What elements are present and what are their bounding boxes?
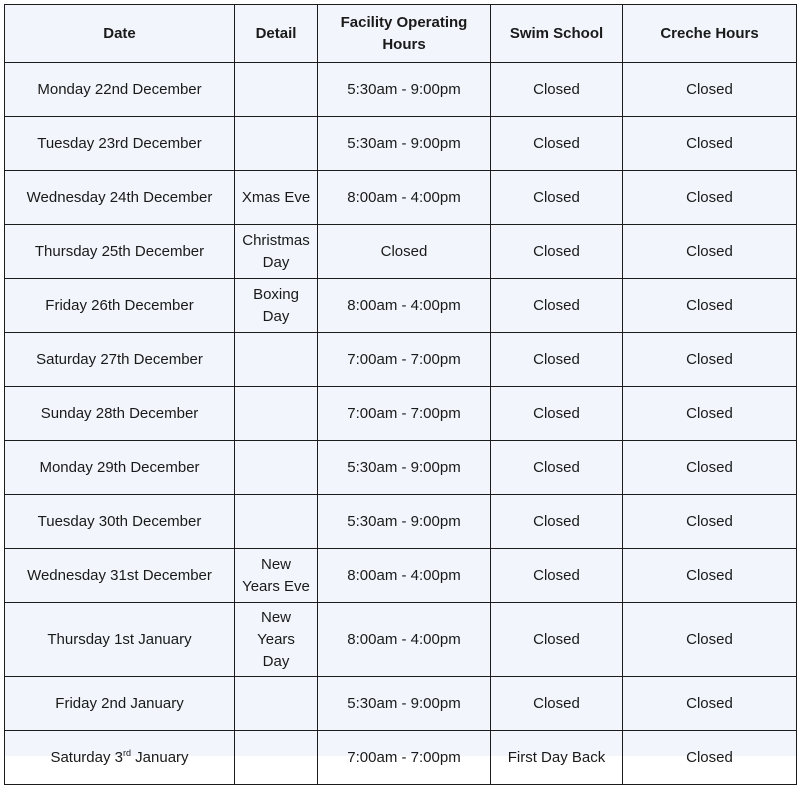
cell-date: Thursday 25th December [5,225,235,279]
cell-creche-hours: Closed [623,731,797,785]
cell-detail [235,603,318,677]
cell-detail [235,387,318,441]
cell-date [5,731,235,785]
cell-creche-hours: Closed [623,387,797,441]
cell-swim-school: Closed [491,117,623,171]
date-text: Saturday 3 [50,748,123,766]
table-row [5,225,797,279]
cell-creche-hours: Closed [623,117,797,171]
header-swim-school: Swim School [491,5,623,63]
header-date: Date [5,5,235,63]
table-row [5,603,797,677]
table-row [5,117,797,171]
cell-date: Tuesday 23rd December [5,117,235,171]
detail-line: Xmas Eve [241,188,311,206]
table-row [5,677,797,731]
cell-creche-hours: Closed [623,333,797,387]
cell-swim-school: Closed [491,63,623,117]
cell-detail [235,279,318,333]
detail-line: Years Eve [242,577,310,595]
date-ordinal-suffix: rd [122,747,131,758]
detail-line: Day [262,652,290,670]
detail-line: Years [257,630,295,648]
table-row [5,549,797,603]
cell-facility-hours: 7:00am - 7:00pm [318,731,491,785]
cell-facility-hours: 7:00am - 7:00pm [318,387,491,441]
detail-line: New [260,555,291,573]
cell-creche-hours: Closed [623,495,797,549]
cell-date: Thursday 1st January [5,603,235,677]
cell-swim-school: Closed [491,603,623,677]
table-row [5,387,797,441]
cell-date: Monday 22nd December [5,63,235,117]
header-facility-line1: Facility Operating [340,13,468,31]
detail-line: Christmas [242,231,310,249]
cell-swim-school: Closed [491,387,623,441]
cell-creche-hours: Closed [623,549,797,603]
cell-detail [235,63,318,117]
cell-swim-school: First Day Back [491,731,623,785]
table-row [5,171,797,225]
cell-creche-hours: Closed [623,225,797,279]
holiday-hours-table [4,4,797,785]
cell-swim-school: Closed [491,677,623,731]
cell-swim-school: Closed [491,333,623,387]
cell-creche-hours: Closed [623,441,797,495]
cell-creche-hours: Closed [623,677,797,731]
cell-swim-school: Closed [491,279,623,333]
cell-date: Friday 26th December [5,279,235,333]
table-row [5,279,797,333]
cell-detail [235,677,318,731]
cell-date: Monday 29th December [5,441,235,495]
holiday-hours-sheet [4,4,796,766]
header-row [5,5,797,63]
header-detail: Detail [235,5,318,63]
detail-line: Day [262,307,290,325]
cell-facility-hours: 8:00am - 4:00pm [318,279,491,333]
cell-swim-school: Closed [491,225,623,279]
cell-swim-school: Closed [491,441,623,495]
cell-date: Wednesday 24th December [5,171,235,225]
header-facility-hours [318,5,491,63]
cell-detail [235,441,318,495]
cell-detail [235,731,318,785]
table-row [5,333,797,387]
table-row [5,441,797,495]
cell-facility-hours: 8:00am - 4:00pm [318,549,491,603]
cell-facility-hours: 8:00am - 4:00pm [318,171,491,225]
cell-creche-hours: Closed [623,63,797,117]
cell-swim-school: Closed [491,495,623,549]
cell-date: Friday 2nd January [5,677,235,731]
cell-swim-school: Closed [491,549,623,603]
cell-detail [235,333,318,387]
cell-date: Sunday 28th December [5,387,235,441]
cell-detail [235,225,318,279]
cell-facility-hours: 7:00am - 7:00pm [318,333,491,387]
detail-line: Boxing [253,285,299,303]
cell-facility-hours: 5:30am - 9:00pm [318,117,491,171]
cell-date: Wednesday 31st December [5,549,235,603]
cell-facility-hours: 5:30am - 9:00pm [318,441,491,495]
table-row [5,731,797,785]
cell-detail [235,495,318,549]
cell-facility-hours: 5:30am - 9:00pm [318,495,491,549]
cell-detail [235,171,318,225]
header-facility-line2: Hours [382,35,426,53]
cell-facility-hours: 5:30am - 9:00pm [318,63,491,117]
header-creche-hours: Creche Hours [623,5,797,63]
table-row [5,495,797,549]
detail-line: Day [262,253,290,271]
cell-date: Saturday 27th December [5,333,235,387]
table-row [5,63,797,117]
cell-facility-hours: Closed [318,225,491,279]
date-month: January [131,748,189,766]
cell-swim-school: Closed [491,171,623,225]
cell-facility-hours: 5:30am - 9:00pm [318,677,491,731]
detail-line: New [260,608,291,626]
cell-date: Tuesday 30th December [5,495,235,549]
cell-creche-hours: Closed [623,171,797,225]
cell-detail [235,117,318,171]
cell-facility-hours: 8:00am - 4:00pm [318,603,491,677]
cell-detail [235,549,318,603]
cell-creche-hours: Closed [623,603,797,677]
cell-creche-hours: Closed [623,279,797,333]
